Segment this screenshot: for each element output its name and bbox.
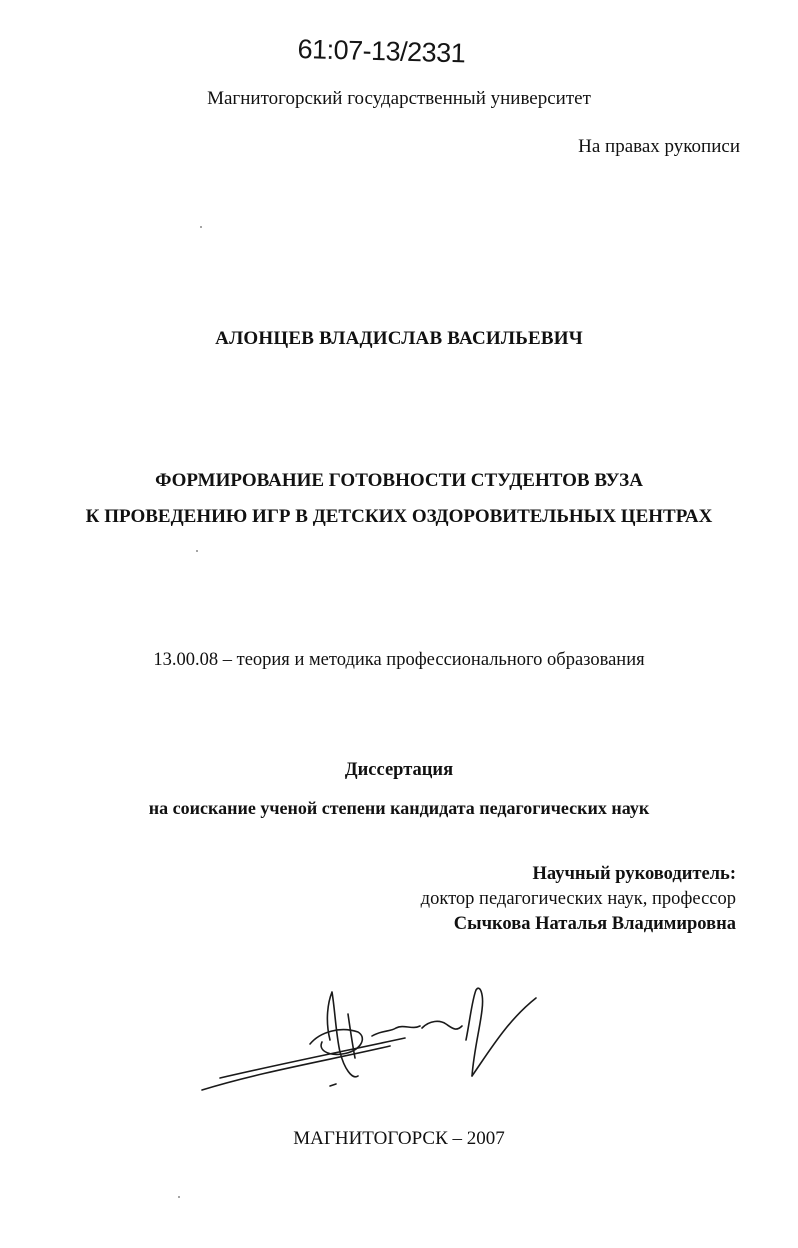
university-name: Магнитогорский государственный университет	[207, 88, 591, 109]
advisor-rank: доктор педагогических наук, профессор	[420, 889, 736, 909]
degree-statement: на соискание ученой степени кандидата педагогических наук	[148, 798, 650, 818]
archive-stamp-number: 61:07-13/2331	[297, 34, 466, 69]
document-type: Диссертация	[344, 760, 454, 780]
thesis-title-line-1: ФОРМИРОВАНИЕ ГОТОВНОСТИ СТУДЕНТОВ ВУЗА	[155, 470, 643, 491]
signature	[190, 980, 550, 1100]
manuscript-rights-note: На правах рукописи	[578, 136, 740, 157]
thesis-title-line-2: К ПРОВЕДЕНИЮ ИГР В ДЕТСКИХ ОЗДОРОВИТЕЛЬНЫХ ЦЕНТРАХ	[85, 506, 713, 527]
advisor-label: Научный руководитель:	[532, 864, 736, 884]
scan-speck	[178, 1196, 180, 1198]
city-year: МАГНИТОГОРСК – 2007	[293, 1128, 505, 1149]
scan-speck	[200, 226, 202, 228]
author-name: АЛОНЦЕВ ВЛАДИСЛАВ ВАСИЛЬЕВИЧ	[215, 328, 583, 349]
advisor-name: Сычкова Наталья Владимировна	[453, 914, 736, 934]
specialty-code: 13.00.08 – теория и методика профессионального образования	[153, 650, 645, 670]
scan-speck	[196, 550, 198, 552]
